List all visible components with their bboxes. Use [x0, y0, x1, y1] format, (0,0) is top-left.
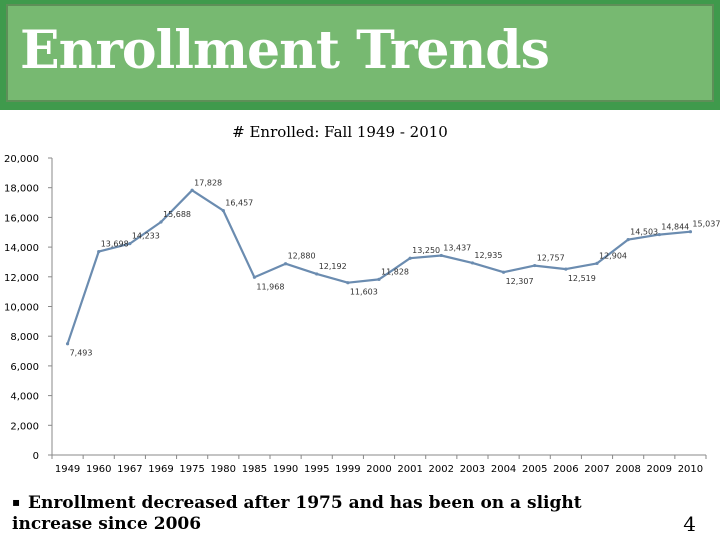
- data-label: 13,698: [100, 239, 129, 249]
- data-label: 13,437: [443, 243, 472, 253]
- x-tick-label: 2006: [553, 464, 579, 475]
- series-enrollment: [66, 189, 692, 346]
- x-tick-label: 1985: [241, 464, 268, 475]
- data-point: [377, 278, 380, 281]
- page-number: 4: [683, 512, 696, 536]
- data-labels: [70, 178, 720, 357]
- enrollment-line-chart: [0, 110, 720, 480]
- data-label: 16,457: [225, 198, 254, 208]
- y-tick-label: 12,000: [4, 272, 39, 284]
- data-point: [128, 242, 131, 245]
- chart-title: # Enrolled: Fall 1949 - 2010: [232, 123, 448, 141]
- data-point: [253, 276, 256, 279]
- data-point: [627, 238, 630, 241]
- data-label: 11,603: [349, 287, 378, 297]
- data-label: 12,757: [536, 253, 565, 263]
- x-tick-label: 2003: [459, 464, 486, 475]
- data-point: [222, 209, 225, 212]
- x-tick-label: 2001: [397, 464, 423, 475]
- x-tick-label: 2005: [521, 464, 548, 475]
- y-tick-label: 4,000: [10, 391, 39, 403]
- title-banner: [0, 0, 720, 110]
- x-tick-label: 2010: [677, 464, 704, 475]
- data-label: 12,519: [567, 274, 596, 284]
- x-tick-label: 1990: [272, 464, 299, 475]
- bullet-point: [12, 492, 662, 535]
- data-label: 17,828: [194, 178, 223, 188]
- data-label: 15,037: [692, 219, 720, 229]
- data-label: 13,250: [412, 246, 441, 256]
- data-point: [689, 230, 692, 233]
- x-tick-label: 2000: [366, 464, 392, 475]
- x-tick-label: 1980: [210, 464, 237, 475]
- data-label: 14,233: [131, 231, 160, 241]
- x-tick-label: 2008: [615, 464, 641, 475]
- y-tick-label: 20,000: [4, 154, 39, 165]
- data-point: [159, 220, 162, 223]
- bullet-text: Enrollment decreased after 1975 and has been on a slight increase since 2006: [12, 493, 582, 534]
- x-tick-label: 1960: [85, 464, 112, 475]
- data-point: [346, 281, 349, 284]
- data-label: 11,828: [381, 267, 409, 277]
- data-point: [409, 257, 412, 260]
- y-tick-label: 14,000: [4, 243, 39, 255]
- data-label: 12,307: [505, 277, 534, 287]
- y-tick-label: 0: [32, 451, 39, 462]
- y-tick-label: 2,000: [10, 421, 39, 433]
- bullet-marker: ▪: [12, 495, 21, 509]
- x-tick-label: 1967: [117, 464, 143, 475]
- y-tick-label: 8,000: [10, 332, 39, 344]
- x-tick-label: 1995: [303, 464, 330, 475]
- data-label: 12,880: [287, 251, 316, 261]
- data-point: [502, 271, 505, 274]
- data-label: 12,904: [599, 251, 627, 261]
- data-label: 11,968: [256, 282, 285, 292]
- y-axis: [4, 154, 52, 462]
- data-label: 7,493: [69, 348, 93, 358]
- data-point: [66, 342, 69, 345]
- data-point: [191, 189, 194, 192]
- data-point: [440, 254, 443, 257]
- y-tick-label: 18,000: [4, 183, 39, 195]
- data-point: [284, 262, 287, 265]
- x-tick-label: 1969: [148, 464, 174, 475]
- x-tick-label: 1949: [54, 464, 81, 475]
- slide-title: Enrollment Trends: [20, 20, 549, 81]
- data-point: [533, 264, 536, 267]
- data-point: [471, 261, 474, 264]
- x-tick-label: 2002: [428, 464, 455, 475]
- series-line: [68, 190, 691, 343]
- data-point: [315, 272, 318, 275]
- x-axis: [52, 455, 706, 475]
- x-tick-label: 1999: [335, 464, 361, 475]
- x-tick-label: 1975: [179, 464, 205, 475]
- data-point: [97, 250, 100, 253]
- data-label: 14,844: [661, 222, 690, 232]
- x-tick-label: 2009: [646, 464, 673, 475]
- data-point: [658, 233, 661, 236]
- data-point: [564, 267, 567, 270]
- y-tick-label: 16,000: [4, 213, 39, 225]
- data-label: 15,688: [163, 210, 191, 220]
- x-tick-label: 2007: [584, 464, 610, 475]
- y-tick-label: 6,000: [10, 361, 39, 373]
- data-label: 12,935: [474, 250, 503, 260]
- x-tick-label: 2004: [490, 464, 517, 475]
- data-point: [595, 262, 598, 265]
- y-tick-label: 10,000: [4, 302, 39, 314]
- data-label: 12,192: [318, 261, 347, 271]
- data-label: 14,503: [630, 227, 659, 237]
